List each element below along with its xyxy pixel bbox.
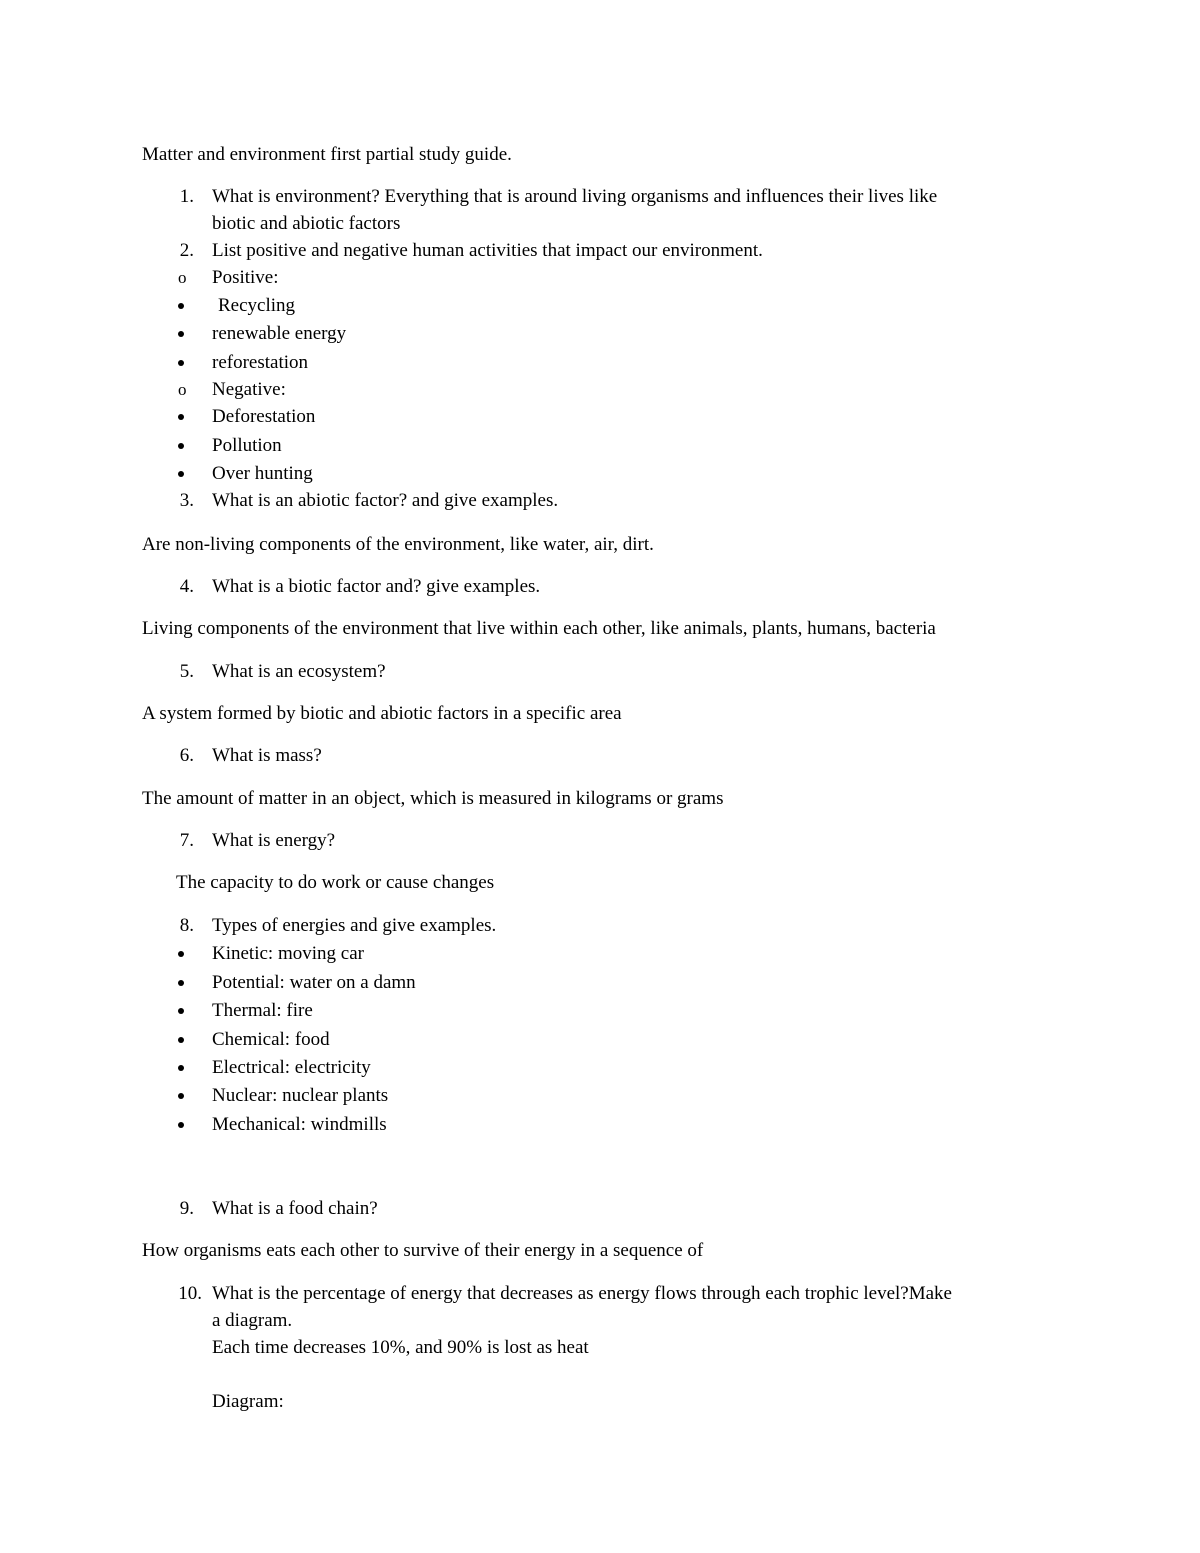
energy-type-item: Thermal: fire [212, 1000, 313, 1021]
bullet-icon [178, 1065, 184, 1071]
bullet-icon [178, 980, 184, 986]
positive-item: renewable energy [212, 323, 347, 344]
q8-number: 8. [179, 915, 194, 936]
diagram-label: Diagram: [212, 1391, 284, 1412]
q6-answer: The amount of matter in an object, which is measured in kilograms or grams [142, 788, 724, 809]
energy-type-item: Nuclear: nuclear plants [212, 1085, 389, 1106]
bullet-icon [178, 303, 184, 309]
bullet-icon [178, 951, 184, 957]
bullet-icon [178, 360, 184, 366]
q4-text: What is a biotic factor and? give examples. [212, 576, 541, 597]
q10-number: 10. [178, 1283, 202, 1304]
energy-type-item: Mechanical: windmills [212, 1114, 387, 1135]
q7-number: 7. [179, 830, 194, 851]
q7-answer: The capacity to do work or cause changes [176, 872, 495, 893]
q2-text: List positive and negative human activities that impact our environment. [212, 240, 763, 261]
q5-answer: A system formed by biotic and abiotic factors in a specific area [142, 703, 622, 724]
q3-text: What is an abiotic factor? and give examples. [212, 490, 559, 511]
negative-item: Deforestation [212, 406, 316, 427]
q1-text-line1: What is environment? Everything that is around living organisms and influences their lives like [212, 186, 938, 207]
positive-item: Recycling [218, 295, 296, 316]
positive-item: reforestation [212, 352, 309, 373]
bullet-icon [178, 1037, 184, 1043]
bullet-icon [178, 331, 184, 337]
document-title: Matter and environment first partial study guide. [142, 144, 512, 165]
bullet-icon [178, 414, 184, 420]
q6-text: What is mass? [212, 745, 322, 766]
q2-number: 2. [179, 240, 194, 261]
energy-type-item: Potential: water on a damn [212, 972, 416, 993]
positive-marker: o [178, 268, 187, 287]
q9-text: What is a food chain? [212, 1198, 378, 1219]
q9-number: 9. [179, 1198, 194, 1219]
q9-answer: How organisms eats each other to survive of their energy in a sequence of [142, 1240, 704, 1261]
negative-item: Over hunting [212, 463, 313, 484]
q10-answer: Each time decreases 10%, and 90% is lost as heat [212, 1337, 589, 1358]
q1-text-line2: biotic and abiotic factors [212, 213, 401, 234]
bullet-icon [178, 1093, 184, 1099]
bullet-icon [178, 1122, 184, 1128]
q4-answer: Living components of the environment that live within each other, like animals, plants, humans, bacteria [142, 618, 936, 639]
q5-number: 5. [179, 661, 194, 682]
energy-type-item: Chemical: food [212, 1029, 330, 1050]
bullet-icon [178, 1008, 184, 1014]
positive-label: Positive: [212, 267, 279, 288]
q3-answer: Are non-living components of the environment, like water, air, dirt. [142, 534, 654, 555]
negative-marker: o [178, 380, 187, 399]
bullet-icon [178, 443, 184, 449]
q6-number: 6. [179, 745, 194, 766]
q1-number: 1. [179, 186, 194, 207]
q10-text-line1: What is the percentage of energy that decreases as energy flows through each trophic level?Make [212, 1283, 952, 1304]
negative-label: Negative: [212, 379, 286, 400]
q3-number: 3. [179, 490, 194, 511]
q8-text: Types of energies and give examples. [212, 915, 497, 936]
energy-type-item: Kinetic: moving car [212, 943, 364, 964]
q7-text: What is energy? [212, 830, 336, 851]
bullet-icon [178, 471, 184, 477]
negative-item: Pollution [212, 435, 282, 456]
q5-text: What is an ecosystem? [212, 661, 386, 682]
q10-text-line2: a diagram. [212, 1310, 293, 1331]
q4-number: 4. [179, 576, 194, 597]
energy-type-item: Electrical: electricity [212, 1057, 371, 1078]
